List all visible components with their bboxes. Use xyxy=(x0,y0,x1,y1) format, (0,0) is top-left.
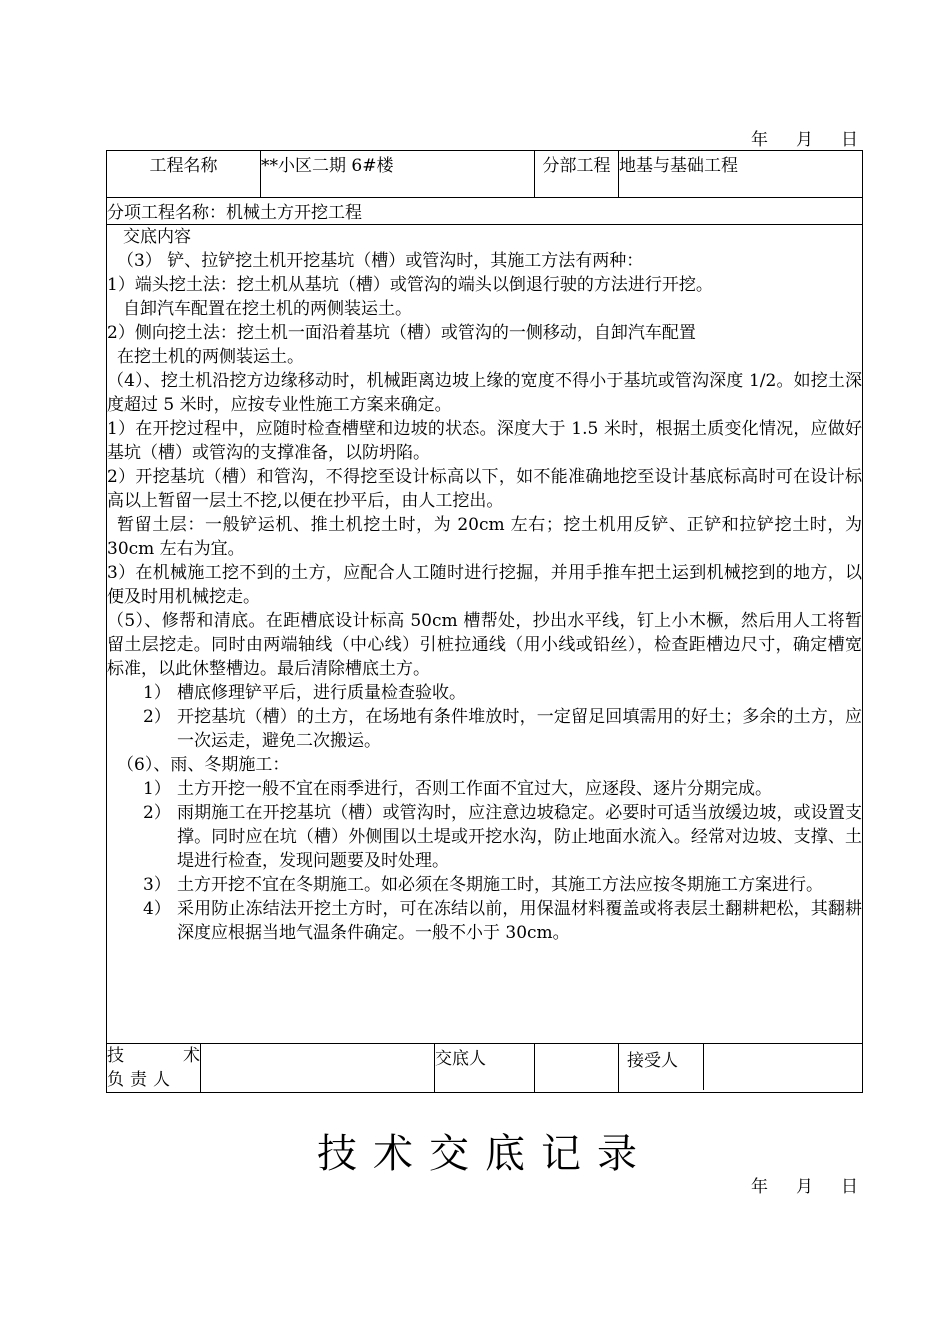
discloser-label: 交底人 xyxy=(435,1044,535,1093)
date-month: 月 xyxy=(796,1177,813,1197)
section-6-title: （6）、雨、冬期施工： xyxy=(117,755,290,775)
section-6-item: 4） 采用防止冻结法开挖土方时，可在冻结以前，用保温材料覆盖或将表层土翻耕耙松，其翻耕深度应根据当地气温条件确定。一般不小于 30cm。 xyxy=(143,899,862,943)
date-line-bottom xyxy=(723,1172,858,1197)
content-heading: 交底内容 xyxy=(123,227,191,247)
tech-lead-label: 技 术 负责人 xyxy=(107,1044,201,1093)
tech-lead-value xyxy=(201,1044,435,1093)
division-label: 分部工程 xyxy=(535,151,619,198)
date-day: 日 xyxy=(841,1177,858,1197)
section-5-item: 2） 开挖基坑（槽）的土方，在场地有条件堆放时，一定留足回填需用的好土；多余的土方，应一次运走，避免二次搬运。 xyxy=(143,707,862,751)
date-year: 年 xyxy=(751,1177,768,1197)
section-3-item-2-cont: 在挖土机的两侧装运土。 xyxy=(117,347,304,367)
section-4-item-2-note: 暂留土层：一般铲运机、推土机挖土时，为 20cm 左右；挖土机用反铲、正铲和拉铲挖土时，为 30cm 左右为宜。 xyxy=(107,515,862,559)
section-3-item-1: 1）端头挖土法：挖土机从基坑（槽）或管沟的端头以倒退行驶的方法进行开挖。 xyxy=(107,275,713,295)
section-3-title: （3） 铲、拉铲挖土机开挖基坑（槽）或管沟时，其施工方法有两种： xyxy=(117,251,644,271)
receiver-value xyxy=(704,1044,862,1090)
page-title: 技术交底记录 xyxy=(317,1131,653,1177)
discloser-value xyxy=(535,1044,619,1093)
date-year: 年 xyxy=(751,130,768,150)
tech-lead-label-line2: 负责人 xyxy=(107,1070,176,1090)
section-5-title: （5）、修帮和清底。在距槽底设计标高 50cm 槽帮处，抄出水平线，钉上小木橛，然后用人工将暂留土层挖走。同时由两端轴线（中心线）引桩拉通线（用小线或铅丝），检查距槽边尺寸，确定槽宽标准，以此休整槽边。最后清除槽底土方。 xyxy=(107,611,862,679)
disclosure-form-table xyxy=(106,150,863,1093)
division-value: 地基与基础工程 xyxy=(619,151,863,198)
project-name-label: 工程名称 xyxy=(107,151,261,198)
section-3-item-2: 2）侧向挖土法：挖土机一面沿着基坑（槽）或管沟的一侧移动，自卸汽车配置 xyxy=(107,323,696,343)
disclosure-content xyxy=(107,225,863,1044)
receiver-label: 接受人 xyxy=(619,1044,704,1090)
section-4-item-3: 3）在机械施工挖不到的土方，应配合人工随时进行挖掘，并用手推车把土运到机械挖到的地方，以便及时用机械挖走。 xyxy=(107,563,862,607)
subitem-name: 分项工程名称：机械土方开挖工程 xyxy=(107,198,863,225)
section-6-item: 2） 雨期施工在开挖基坑（槽）或管沟时，应注意边坡稳定。必要时可适当放缓边坡，或设置支撑。同时应在坑（槽）外侧围以土堤或开挖水沟，防止地面水流入。经常对边坡、支撑、土堤进行检查，发现问题要及时处理。 xyxy=(143,803,862,871)
receiver-cell xyxy=(619,1044,863,1093)
section-3-item-1-cont: 自卸汽车配置在挖土机的两侧装运土。 xyxy=(123,299,412,319)
section-4-item-2: 2）开挖基坑（槽）和管沟，不得挖至设计标高以下，如不能准确地挖至设计基底标高时可在设计标高以上暂留一层土不挖,以便在抄平后，由人工挖出。 xyxy=(107,467,862,511)
section-5-item: 1） 槽底修理铲平后，进行质量检查验收。 xyxy=(143,683,466,703)
date-day: 日 xyxy=(841,130,858,150)
section-6-item: 1） 土方开挖一般不宜在雨季进行，否则工作面不宜过大，应逐段、逐片分期完成。 xyxy=(143,779,772,799)
section-6-item: 3） 土方开挖不宜在冬期施工。如必须在冬期施工时，其施工方法应按冬期施工方案进行。 xyxy=(143,875,823,895)
project-name-value: **小区二期 6#楼 xyxy=(261,151,535,198)
section-4-title: （4）、挖土机沿挖方边缘移动时，机械距离边坡上缘的宽度不得小于基坑或管沟深度 1/2。如挖土深度超过 5 米时，应按专业性施工方案来确定。 xyxy=(107,371,862,415)
date-line-top xyxy=(723,125,858,150)
section-4-item-1: 1）在开挖过程中，应随时检查槽壁和边坡的状态。深度大于 1.5 米时，根据土质变化情况，应做好基坑（槽）或管沟的支撑准备，以防坍陷。 xyxy=(107,419,862,463)
date-month: 月 xyxy=(796,130,813,150)
